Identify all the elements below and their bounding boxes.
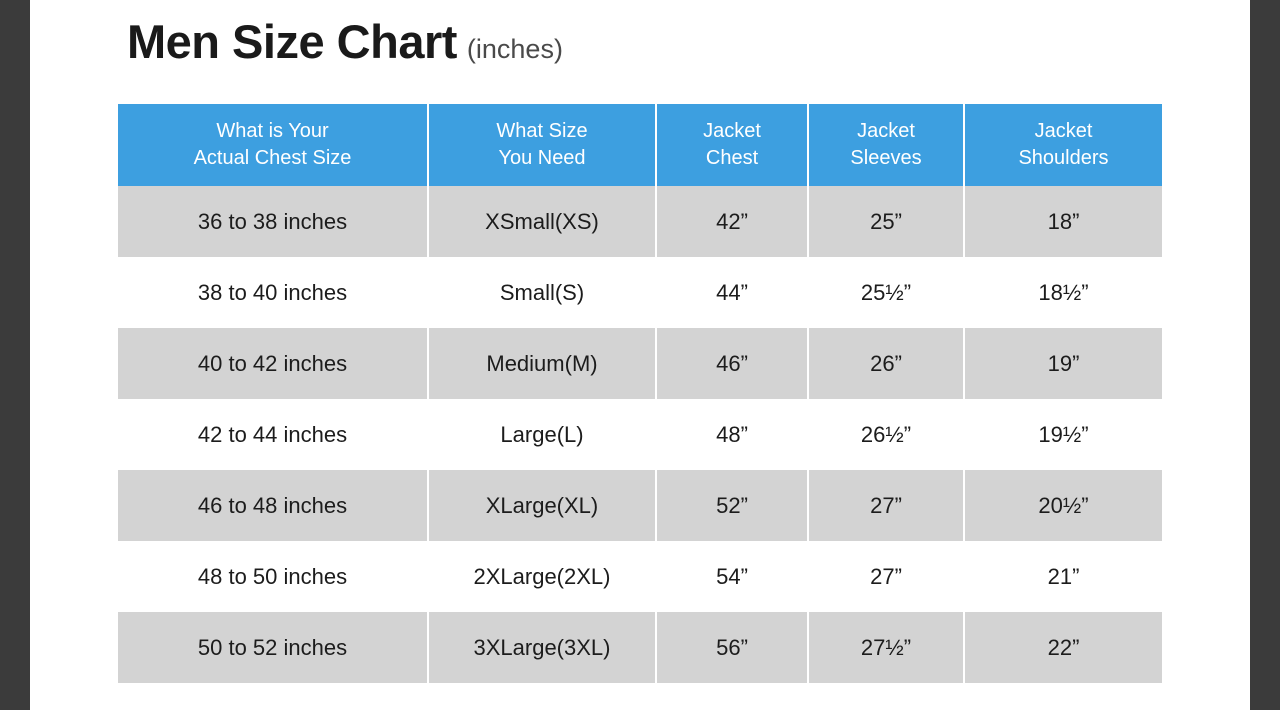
header-line-2: Shoulders bbox=[1018, 147, 1109, 169]
cell-size-needed: 3XLarge(3XL) bbox=[428, 612, 656, 683]
table-body bbox=[118, 186, 1162, 683]
cell-jacket-shoulders: 19½” bbox=[964, 399, 1162, 470]
title-unit-text: (inches) bbox=[466, 34, 563, 64]
cell-chest-size: 50 to 52 inches bbox=[118, 612, 428, 683]
cell-jacket-chest: 54” bbox=[656, 541, 808, 612]
cell-jacket-sleeves: 26½” bbox=[808, 399, 964, 470]
header-line-1: What is Your bbox=[216, 120, 329, 142]
cell-jacket-chest: 46” bbox=[656, 328, 808, 399]
table-header bbox=[118, 104, 1162, 186]
cell-chest-size: 46 to 48 inches bbox=[118, 470, 428, 541]
cell-size-needed: Small(S) bbox=[428, 257, 656, 328]
title-main-text: Men Size Chart bbox=[127, 15, 457, 68]
header-line-1: Jacket bbox=[1034, 120, 1093, 142]
table-row bbox=[118, 186, 1162, 257]
cell-jacket-shoulders: 19” bbox=[964, 328, 1162, 399]
cell-jacket-shoulders: 20½” bbox=[964, 470, 1162, 541]
table-row bbox=[118, 399, 1162, 470]
cell-size-needed: 2XLarge(2XL) bbox=[428, 541, 656, 612]
column-header-actual-chest-size bbox=[118, 104, 428, 186]
cell-jacket-sleeves: 25” bbox=[808, 186, 964, 257]
cell-chest-size: 48 to 50 inches bbox=[118, 541, 428, 612]
header-line-2: Chest bbox=[705, 147, 759, 169]
cell-size-needed: XLarge(XL) bbox=[428, 470, 656, 541]
right-gutter bbox=[1250, 0, 1280, 710]
column-header-size-you-need bbox=[428, 104, 656, 186]
cell-jacket-shoulders: 18½” bbox=[964, 257, 1162, 328]
header-line-2: Sleeves bbox=[850, 147, 922, 169]
header-line-1: Jacket bbox=[703, 120, 761, 142]
header-line-1: What Size bbox=[496, 120, 588, 142]
column-header-jacket-sleeves bbox=[808, 104, 964, 186]
table-row bbox=[118, 541, 1162, 612]
cell-size-needed: XSmall(XS) bbox=[428, 186, 656, 257]
header-line-1: Jacket bbox=[857, 120, 915, 142]
cell-jacket-chest: 44” bbox=[656, 257, 808, 328]
size-chart-table bbox=[118, 104, 1162, 683]
cell-jacket-chest: 52” bbox=[656, 470, 808, 541]
header-line-2: Actual Chest Size bbox=[193, 147, 352, 169]
cell-size-needed: Medium(M) bbox=[428, 328, 656, 399]
cell-jacket-shoulders: 21” bbox=[964, 541, 1162, 612]
column-header-jacket-shoulders bbox=[964, 104, 1162, 186]
cell-jacket-sleeves: 25½” bbox=[808, 257, 964, 328]
left-gutter bbox=[0, 0, 30, 710]
chart-sheet bbox=[30, 0, 1250, 710]
cell-jacket-sleeves: 27” bbox=[808, 541, 964, 612]
page-title bbox=[127, 15, 563, 68]
table-row bbox=[118, 612, 1162, 683]
table-row bbox=[118, 257, 1162, 328]
cell-jacket-shoulders: 18” bbox=[964, 186, 1162, 257]
cell-jacket-chest: 42” bbox=[656, 186, 808, 257]
cell-jacket-sleeves: 27½” bbox=[808, 612, 964, 683]
cell-jacket-shoulders: 22” bbox=[964, 612, 1162, 683]
table-row bbox=[118, 470, 1162, 541]
table-header-row bbox=[118, 104, 1162, 186]
cell-jacket-sleeves: 26” bbox=[808, 328, 964, 399]
cell-chest-size: 38 to 40 inches bbox=[118, 257, 428, 328]
cell-chest-size: 36 to 38 inches bbox=[118, 186, 428, 257]
cell-jacket-sleeves: 27” bbox=[808, 470, 964, 541]
cell-chest-size: 42 to 44 inches bbox=[118, 399, 428, 470]
cell-chest-size: 40 to 42 inches bbox=[118, 328, 428, 399]
header-line-2: You Need bbox=[498, 147, 586, 169]
cell-jacket-chest: 48” bbox=[656, 399, 808, 470]
table-row bbox=[118, 328, 1162, 399]
cell-jacket-chest: 56” bbox=[656, 612, 808, 683]
cell-size-needed: Large(L) bbox=[428, 399, 656, 470]
column-header-jacket-chest bbox=[656, 104, 808, 186]
